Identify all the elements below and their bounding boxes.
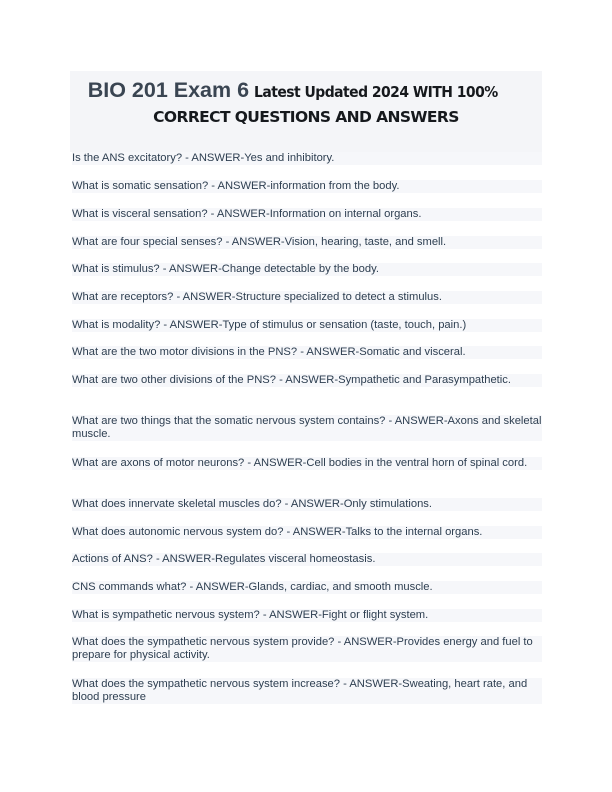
qa-item-3: What is visceral sensation? - ANSWER-Information on internal organs. [72,208,542,221]
qa-item-17: What does the sympathetic nervous system provide? - ANSWER-Provides energy and fuel to prepare for physical activity. [72,636,542,662]
qa-item-1: Is the ANS excitatory? - ANSWER-Yes and inhibitory. [72,152,542,165]
qa-item-8: What are the two motor divisions in the PNS? - ANSWER-Somatic and visceral. [72,346,542,359]
qa-item-2: What is somatic sensation? - ANSWER-information from the body. [72,180,542,193]
qa-item-7: What is modality? - ANSWER-Type of stimulus or sensation (taste, touch, pain.) [72,319,542,332]
qa-item-18: What does the sympathetic nervous system increase? - ANSWER-Sweating, heart rate, and blood pressure [72,678,542,704]
qa-item-6: What are receptors? - ANSWER-Structure specialized to detect a stimulus. [72,291,542,304]
qa-item-5: What is stimulus? - ANSWER-Change detectable by the body. [72,263,542,276]
qa-item-12: What does innervate skeletal muscles do? - ANSWER-Only stimulations. [72,498,542,511]
qa-item-10: What are two things that the somatic nervous system contains? - ANSWER-Axons and skeletal muscle. [72,415,542,441]
title-subtitle-part-2: CORRECT QUESTIONS AND ANSWERS [153,108,459,126]
qa-item-15: CNS commands what? - ANSWER-Glands, cardiac, and smooth muscle. [72,581,542,594]
qa-item-11: What are axons of motor neurons? - ANSWER-Cell bodies in the ventral horn of spinal cord. [72,457,542,470]
document-title-block [70,71,542,152]
qa-item-13: What does autonomic nervous system do? - ANSWER-Talks to the internal organs. [72,526,542,539]
qa-item-4: What are four special senses? - ANSWER-Vision, hearing, taste, and smell. [72,236,542,249]
qa-item-16: What is sympathetic nervous system? - ANSWER-Fight or flight system. [72,609,542,622]
qa-item-9: What are two other divisions of the PNS? - ANSWER-Sympathetic and Parasympathetic. [72,374,542,387]
title-main: BIO 201 Exam 6 [87,78,250,102]
qa-item-14: Actions of ANS? - ANSWER-Regulates visceral homeostasis. [72,553,542,566]
title-subtitle-part-1: Latest Updated 2024 WITH 100% [253,83,498,101]
